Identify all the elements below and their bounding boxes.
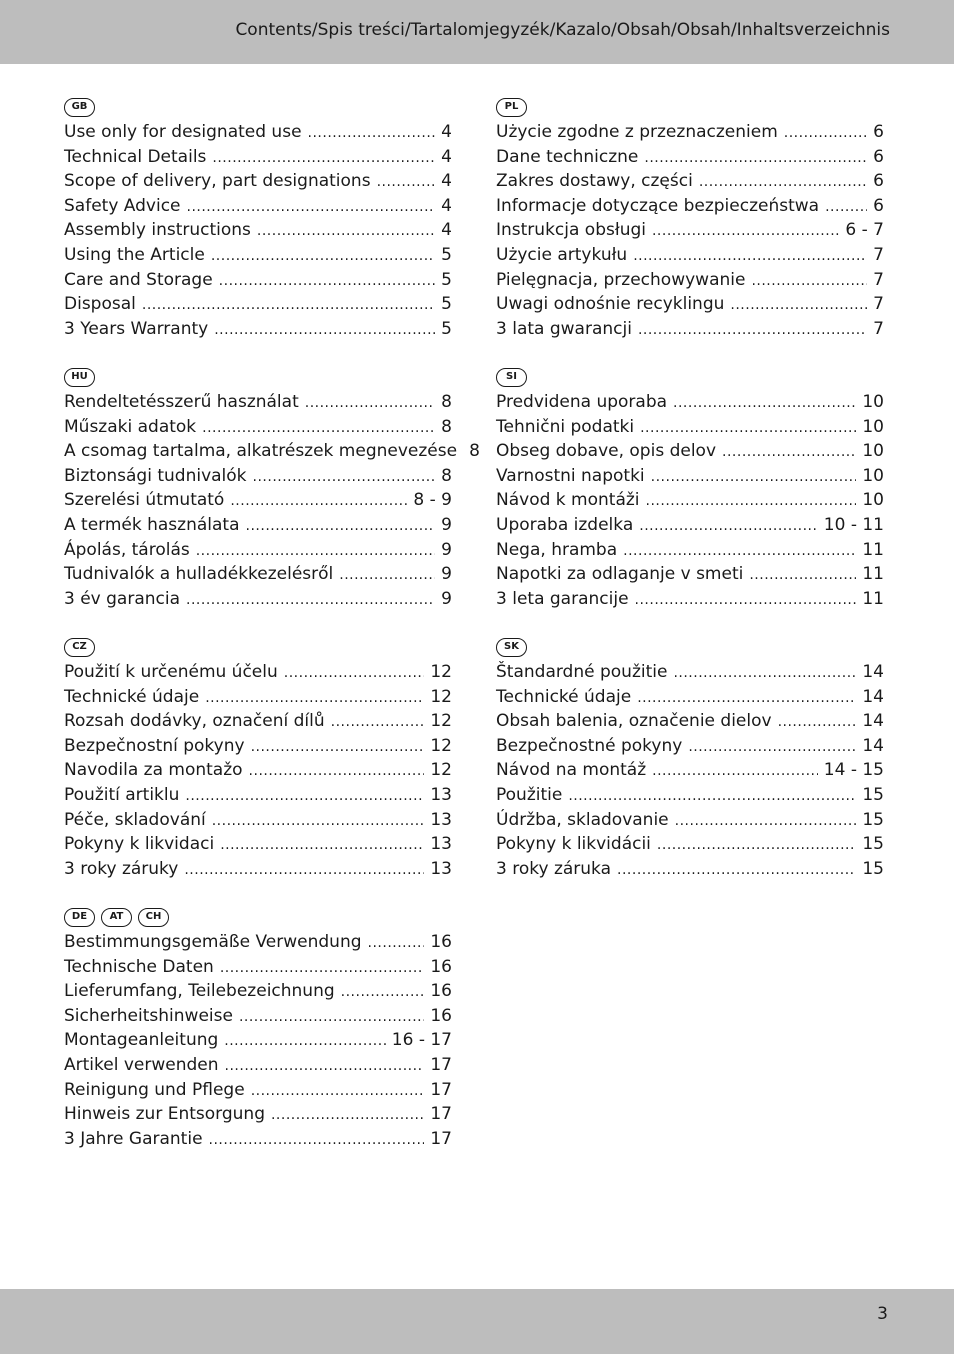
toc-entry[interactable] bbox=[64, 760, 452, 785]
dot-leader bbox=[249, 763, 425, 779]
country-badges bbox=[496, 636, 884, 658]
dot-leader bbox=[638, 322, 867, 338]
toc-entry-page: 10 bbox=[862, 441, 884, 462]
toc-entry-page: 13 bbox=[430, 784, 452, 805]
toc-entry-title: 3 roky záruky bbox=[64, 858, 179, 879]
toc-entry[interactable] bbox=[64, 564, 452, 589]
toc-entry[interactable] bbox=[64, 171, 452, 196]
toc-entry-title: Ápolás, tárolás bbox=[64, 539, 190, 560]
toc-entry[interactable] bbox=[496, 392, 884, 417]
country-badge-si: SI bbox=[496, 368, 527, 387]
country-badges bbox=[64, 636, 452, 658]
toc-entry-title: Montageanleitung bbox=[64, 1030, 219, 1051]
dot-leader bbox=[205, 690, 424, 706]
toc-entry-title: Tehnični podatki bbox=[496, 416, 635, 437]
dot-leader bbox=[751, 273, 867, 289]
toc-entry[interactable] bbox=[496, 417, 884, 442]
toc-entry-title: Użycie artykułu bbox=[496, 244, 628, 265]
toc-entry-title: 3 Years Warranty bbox=[64, 318, 209, 339]
dot-leader bbox=[239, 1009, 424, 1025]
page-number: 3 bbox=[877, 1304, 888, 1324]
toc-entry[interactable] bbox=[64, 687, 452, 712]
toc-entry-page: 15 bbox=[862, 784, 884, 805]
toc-list bbox=[64, 662, 452, 883]
toc-entry-page: 16 - 17 bbox=[391, 1030, 452, 1051]
toc-entry[interactable] bbox=[496, 736, 884, 761]
dot-leader bbox=[209, 1132, 425, 1148]
toc-entry[interactable] bbox=[64, 589, 452, 614]
dot-leader bbox=[186, 592, 435, 608]
toc-entry-page: 13 bbox=[430, 834, 452, 855]
dot-leader bbox=[784, 125, 867, 141]
toc-entry[interactable] bbox=[496, 589, 884, 614]
toc-entry-page: 10 - 11 bbox=[823, 514, 884, 535]
toc-entry[interactable] bbox=[64, 441, 480, 466]
toc-entry-title: Použitie bbox=[496, 784, 563, 805]
toc-entry[interactable] bbox=[64, 1055, 452, 1080]
toc-entry-title: Hinweis zur Entsorgung bbox=[64, 1104, 265, 1125]
toc-entry-page: 6 bbox=[873, 195, 884, 216]
toc-entry[interactable] bbox=[496, 441, 884, 466]
toc-entry-page: 10 bbox=[862, 465, 884, 486]
toc-entry[interactable] bbox=[496, 319, 884, 344]
country-badge-pl: PL bbox=[496, 98, 527, 117]
dot-leader bbox=[651, 469, 857, 485]
toc-entry-page: 12 bbox=[430, 686, 452, 707]
dot-leader bbox=[657, 837, 856, 853]
toc-list bbox=[496, 122, 884, 343]
toc-entry-title: Pokyny k likvidácii bbox=[496, 834, 651, 855]
toc-entry-page: 14 bbox=[862, 662, 884, 682]
country-badges bbox=[64, 906, 452, 928]
toc-entry-title: Scope of delivery, part designations bbox=[64, 171, 371, 192]
toc-entry-page: 7 bbox=[873, 269, 884, 290]
dot-leader bbox=[225, 1058, 425, 1074]
toc-entry[interactable] bbox=[64, 392, 452, 417]
dot-leader bbox=[825, 199, 867, 215]
toc-entry-page: 10 bbox=[862, 490, 884, 511]
dot-leader bbox=[185, 788, 424, 804]
toc-entry[interactable] bbox=[496, 147, 884, 172]
toc-entry[interactable] bbox=[496, 466, 884, 491]
toc-entry-page: 12 bbox=[430, 711, 452, 732]
dot-leader bbox=[635, 592, 857, 608]
dot-leader bbox=[246, 518, 436, 534]
toc-entry-title: Obsah balenia, označenie dielov bbox=[496, 711, 772, 732]
toc-entry-page: 17 bbox=[430, 1104, 452, 1125]
toc-entry-title: Zakres dostawy, części bbox=[496, 171, 693, 192]
country-badges bbox=[64, 366, 452, 388]
toc-entry[interactable] bbox=[64, 1080, 452, 1105]
toc-entry-page: 4 bbox=[441, 122, 452, 142]
toc-entry-title: Návod na montáž bbox=[496, 760, 647, 781]
toc-entry-page: 9 bbox=[441, 514, 452, 535]
toc-entry-title: Použití k určenému účelu bbox=[64, 662, 278, 682]
toc-entry-page: 10 bbox=[862, 392, 884, 412]
section-si bbox=[496, 366, 884, 613]
toc-entry[interactable] bbox=[64, 540, 452, 565]
toc-entry-page: 9 bbox=[441, 564, 452, 585]
toc-entry-page: 8 bbox=[441, 465, 452, 486]
toc-entry[interactable] bbox=[64, 932, 452, 957]
toc-list bbox=[64, 392, 480, 613]
toc-entry[interactable] bbox=[64, 1104, 452, 1129]
toc-entry-page: 7 bbox=[873, 318, 884, 339]
toc-entry-title: Bezpečnostné pokyny bbox=[496, 735, 683, 756]
toc-entry-title: Dane techniczne bbox=[496, 146, 639, 167]
dot-leader bbox=[623, 543, 856, 559]
toc-entry-title: Navodila za montažo bbox=[64, 760, 243, 781]
dot-leader bbox=[284, 665, 425, 681]
toc-entry-title: Návod k montáži bbox=[496, 490, 640, 511]
dot-leader bbox=[639, 518, 818, 534]
toc-entry[interactable] bbox=[496, 785, 884, 810]
dot-leader bbox=[331, 714, 425, 730]
dot-leader bbox=[341, 984, 425, 1000]
toc-entry-page: 13 bbox=[430, 809, 452, 830]
toc-entry[interactable] bbox=[64, 196, 452, 221]
dot-leader bbox=[646, 493, 857, 509]
toc-entry[interactable] bbox=[64, 466, 452, 491]
toc-entry[interactable] bbox=[496, 540, 884, 565]
dot-leader bbox=[142, 297, 435, 313]
toc-entry-title: 3 év garancia bbox=[64, 588, 181, 609]
country-badges bbox=[496, 96, 884, 118]
country-badge-ch: CH bbox=[138, 908, 169, 927]
country-badge-de: DE bbox=[64, 908, 95, 927]
dot-leader bbox=[187, 199, 436, 215]
toc-entry-page: 9 bbox=[441, 539, 452, 560]
toc-entry-title: Rozsah dodávky, označení dílů bbox=[64, 711, 325, 732]
dot-leader bbox=[640, 420, 856, 436]
dot-leader bbox=[305, 395, 435, 411]
toc-entry[interactable] bbox=[496, 490, 884, 515]
toc-entry[interactable] bbox=[64, 1006, 452, 1031]
toc-entry[interactable] bbox=[496, 662, 884, 687]
dot-leader bbox=[211, 248, 435, 264]
toc-entry-page: 11 bbox=[862, 564, 884, 585]
toc-entry[interactable] bbox=[496, 122, 884, 147]
toc-entry[interactable] bbox=[496, 515, 884, 540]
toc-entry-title: Použití artiklu bbox=[64, 784, 180, 805]
toc-entry-page: 16 bbox=[430, 1005, 452, 1026]
dot-leader bbox=[749, 567, 856, 583]
toc-entry-title: Instrukcja obsługi bbox=[496, 220, 646, 241]
toc-entry-title: A termék használata bbox=[64, 514, 240, 535]
dot-leader bbox=[308, 125, 436, 141]
toc-entry-title: Varnostni napotki bbox=[496, 465, 645, 486]
toc-list bbox=[496, 662, 884, 883]
toc-entry-page: 10 bbox=[862, 416, 884, 437]
toc-entry-page: 13 bbox=[430, 858, 452, 879]
dot-leader bbox=[699, 174, 867, 190]
toc-entry-title: Napotki za odlaganje v smeti bbox=[496, 564, 744, 585]
toc-entry-page: 7 bbox=[873, 244, 884, 265]
toc-entry-title: Use only for designated use bbox=[64, 122, 302, 142]
dot-leader bbox=[652, 223, 839, 239]
dot-leader bbox=[196, 543, 435, 559]
footer-bar bbox=[0, 1289, 954, 1354]
toc-entry[interactable] bbox=[64, 245, 452, 270]
toc-entry-page: 17 bbox=[430, 1079, 452, 1100]
toc-entry-page: 16 bbox=[430, 981, 452, 1002]
toc-entry-title: Údržba, skladovanie bbox=[496, 809, 669, 830]
toc-entry-page: 14 - 15 bbox=[823, 760, 884, 781]
country-badge-at: AT bbox=[101, 908, 132, 927]
toc-entry-page: 5 bbox=[441, 294, 452, 315]
section-hu bbox=[64, 366, 480, 613]
dot-leader bbox=[257, 223, 435, 239]
toc-entry-title: 3 roky záruka bbox=[496, 858, 612, 879]
toc-entry-page: 15 bbox=[862, 858, 884, 879]
country-badge-sk: SK bbox=[496, 638, 527, 657]
dot-leader bbox=[251, 739, 425, 755]
country-badge-hu: HU bbox=[64, 368, 95, 387]
toc-entry-page: 6 bbox=[873, 122, 884, 142]
dot-leader bbox=[652, 763, 818, 779]
toc-entry-title: Tudnivalók a hulladékkezelésről bbox=[64, 564, 334, 585]
toc-entry-page: 12 bbox=[430, 735, 452, 756]
toc-entry-page: 14 bbox=[862, 735, 884, 756]
toc-entry[interactable] bbox=[64, 220, 452, 245]
toc-entry-title: Pielęgnacja, przechowywanie bbox=[496, 269, 746, 290]
toc-entry[interactable] bbox=[64, 662, 452, 687]
toc-entry-title: Obseg dobave, opis delov bbox=[496, 441, 717, 462]
toc-entry-page: 15 bbox=[862, 809, 884, 830]
toc-entry-title: Artikel verwenden bbox=[64, 1054, 219, 1075]
toc-entry-title: Informacje dotyczące bezpieczeństwa bbox=[496, 195, 820, 216]
dot-leader bbox=[214, 322, 435, 338]
toc-entry-title: A csomag tartalma, alkatrészek megnevezése bbox=[64, 441, 458, 462]
toc-entry[interactable] bbox=[64, 711, 452, 736]
toc-entry-title: 3 lata gwarancji bbox=[496, 318, 632, 339]
toc-entry-page: 4 bbox=[441, 220, 452, 241]
toc-entry-page: 17 bbox=[430, 1054, 452, 1075]
toc-entry[interactable] bbox=[496, 294, 884, 319]
toc-entry-title: Assembly instructions bbox=[64, 220, 251, 241]
toc-entry-title: Technické údaje bbox=[496, 686, 632, 707]
toc-entry-page: 4 bbox=[441, 171, 452, 192]
toc-entry-page: 16 bbox=[430, 956, 452, 977]
toc-entry-page: 5 bbox=[441, 318, 452, 339]
toc-entry-page: 7 bbox=[873, 294, 884, 315]
toc-entry-page: 4 bbox=[441, 146, 452, 167]
toc-entry[interactable] bbox=[496, 270, 884, 295]
toc-entry-page: 8 bbox=[441, 416, 452, 437]
dot-leader bbox=[673, 395, 856, 411]
toc-entry-page: 14 bbox=[862, 711, 884, 732]
dot-leader bbox=[377, 174, 436, 190]
dot-leader bbox=[212, 150, 435, 166]
toc-entry[interactable] bbox=[64, 736, 452, 761]
section-sk bbox=[496, 636, 884, 883]
toc-entry[interactable] bbox=[64, 319, 452, 344]
toc-entry-title: Pokyny k likvidaci bbox=[64, 834, 215, 855]
toc-entry-title: Predvidena uporaba bbox=[496, 392, 668, 412]
toc-entry[interactable] bbox=[496, 810, 884, 835]
toc-entry[interactable] bbox=[496, 859, 884, 884]
section-cz bbox=[64, 636, 452, 883]
toc-entry[interactable] bbox=[64, 294, 452, 319]
toc-entry[interactable] bbox=[64, 834, 452, 859]
toc-entry-page: 5 bbox=[441, 269, 452, 290]
toc-entry[interactable] bbox=[496, 564, 884, 589]
dot-leader bbox=[184, 862, 424, 878]
toc-entry-title: Bezpečnostní pokyny bbox=[64, 735, 245, 756]
toc-entry[interactable] bbox=[496, 196, 884, 221]
toc-entry[interactable] bbox=[64, 785, 452, 810]
dot-leader bbox=[722, 444, 856, 460]
toc-entry-page: 8 - 9 bbox=[413, 490, 452, 511]
dot-leader bbox=[224, 1033, 386, 1049]
toc-list bbox=[64, 932, 452, 1153]
toc-entry-page: 12 bbox=[430, 662, 452, 682]
toc-entry-title: Użycie zgodne z przeznaczeniem bbox=[496, 122, 778, 142]
dot-leader bbox=[202, 420, 435, 436]
toc-entry[interactable] bbox=[64, 859, 452, 884]
toc-list bbox=[64, 122, 452, 343]
toc-entry-title: Technické údaje bbox=[64, 686, 200, 707]
dot-leader bbox=[230, 493, 407, 509]
toc-entry-title: Technische Daten bbox=[64, 956, 214, 977]
toc-entry[interactable] bbox=[64, 270, 452, 295]
dot-leader bbox=[617, 862, 856, 878]
toc-entry-title: Uwagi odnośnie recyklingu bbox=[496, 294, 725, 315]
section-gb bbox=[64, 96, 452, 343]
page-title: Contents/Spis treści/Tartalomjegyzék/Kazalo/Obsah/Obsah/Inhaltsverzeichnis bbox=[235, 20, 890, 40]
dot-leader bbox=[212, 813, 425, 829]
toc-entry-page: 6 bbox=[873, 146, 884, 167]
dot-leader bbox=[220, 837, 424, 853]
toc-entry-page: 8 bbox=[441, 392, 452, 412]
toc-entry[interactable] bbox=[64, 515, 452, 540]
toc-entry-title: Műszaki adatok bbox=[64, 416, 197, 437]
toc-entry[interactable] bbox=[64, 147, 452, 172]
toc-entry-title: 3 Jahre Garantie bbox=[64, 1128, 203, 1149]
toc-entry-page: 6 bbox=[873, 171, 884, 192]
dot-leader bbox=[644, 150, 867, 166]
dot-leader bbox=[251, 1083, 425, 1099]
toc-entry[interactable] bbox=[64, 810, 452, 835]
toc-entry-title: 3 leta garancije bbox=[496, 588, 629, 609]
toc-entry-page: 9 bbox=[441, 588, 452, 609]
toc-entry[interactable] bbox=[496, 687, 884, 712]
toc-list bbox=[496, 392, 884, 613]
dot-leader bbox=[568, 788, 856, 804]
toc-entry-title: Biztonsági tudnivalók bbox=[64, 465, 247, 486]
section-pl bbox=[496, 96, 884, 343]
dot-leader bbox=[688, 739, 856, 755]
country-badge-cz: CZ bbox=[64, 638, 95, 657]
dot-leader bbox=[271, 1107, 424, 1123]
toc-entry-title: Using the Article bbox=[64, 244, 205, 265]
toc-entry[interactable] bbox=[496, 834, 884, 859]
dot-leader bbox=[637, 690, 856, 706]
toc-entry-title: Lieferumfang, Teilebezeichnung bbox=[64, 981, 335, 1002]
dot-leader bbox=[339, 567, 435, 583]
toc-entry-title: Štandardné použitie bbox=[496, 662, 668, 682]
dot-leader bbox=[219, 273, 436, 289]
toc-entry-page: 11 bbox=[862, 539, 884, 560]
dot-leader bbox=[675, 813, 857, 829]
toc-entry-title: Uporaba izdelka bbox=[496, 514, 634, 535]
toc-entry[interactable] bbox=[64, 1030, 452, 1055]
toc-entry[interactable] bbox=[496, 220, 884, 245]
toc-entry[interactable] bbox=[496, 171, 884, 196]
toc-entry-page: 8 bbox=[469, 441, 480, 462]
country-badges bbox=[496, 366, 884, 388]
toc-entry-title: Technical Details bbox=[64, 146, 207, 167]
toc-entry-page: 14 bbox=[862, 686, 884, 707]
toc-entry-title: Rendeltetésszerű használat bbox=[64, 392, 299, 412]
dot-leader bbox=[253, 469, 436, 485]
toc-entry-page: 17 bbox=[430, 1128, 452, 1149]
country-badges bbox=[64, 96, 452, 118]
toc-entry[interactable] bbox=[64, 490, 452, 515]
toc-entry-title: Nega, hramba bbox=[496, 539, 618, 560]
toc-entry-title: Reinigung und Pflege bbox=[64, 1079, 245, 1100]
country-badge-gb: GB bbox=[64, 98, 95, 117]
dot-leader bbox=[633, 248, 867, 264]
toc-entry-title: Disposal bbox=[64, 294, 136, 315]
toc-entry-title: Szerelési útmutató bbox=[64, 490, 225, 511]
toc-entry[interactable] bbox=[496, 760, 884, 785]
header-bar bbox=[0, 0, 954, 64]
toc-entry-title: Péče, skladování bbox=[64, 809, 206, 830]
toc-entry-page: 11 bbox=[862, 588, 884, 609]
toc-entry-page: 15 bbox=[862, 834, 884, 855]
toc-entry[interactable] bbox=[64, 957, 452, 982]
section-de bbox=[64, 906, 452, 1153]
toc-entry-page: 5 bbox=[441, 244, 452, 265]
dot-leader bbox=[673, 665, 856, 681]
toc-entry-page: 12 bbox=[430, 760, 452, 781]
toc-entry-page: 6 - 7 bbox=[845, 220, 884, 241]
toc-entry-page: 16 bbox=[430, 932, 452, 952]
dot-leader bbox=[220, 960, 425, 976]
toc-entry[interactable] bbox=[64, 981, 452, 1006]
toc-entry[interactable] bbox=[496, 245, 884, 270]
toc-entry[interactable] bbox=[64, 1129, 452, 1154]
dot-leader bbox=[368, 935, 425, 951]
dot-leader bbox=[730, 297, 867, 313]
toc-entry[interactable] bbox=[496, 711, 884, 736]
toc-entry[interactable] bbox=[64, 122, 452, 147]
toc-entry-page: 4 bbox=[441, 195, 452, 216]
toc-entry-title: Sicherheitshinweise bbox=[64, 1005, 233, 1026]
toc-entry[interactable] bbox=[64, 417, 452, 442]
toc-entry-title: Care and Storage bbox=[64, 269, 213, 290]
toc-entry-title: Safety Advice bbox=[64, 195, 181, 216]
toc-entry-title: Bestimmungsgemäße Verwendung bbox=[64, 932, 362, 952]
dot-leader bbox=[778, 714, 857, 730]
